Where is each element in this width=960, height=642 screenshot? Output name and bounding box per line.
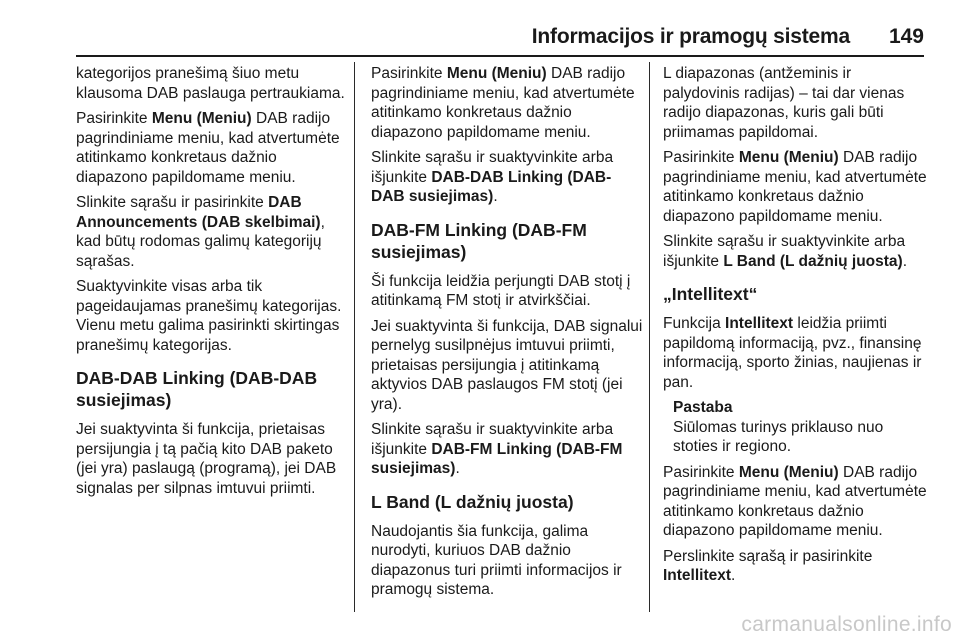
- column-1: [76, 64, 346, 504]
- page-header: [76, 19, 924, 55]
- column-divider-1: [354, 62, 355, 612]
- menu-term: Menu (Meniu): [446, 65, 547, 82]
- section-heading: DAB-FM Linking (DAB-FM susiejimas): [371, 219, 587, 262]
- menu-term: DAB-FM Linking (DAB-FM susiejimas): [371, 440, 623, 477]
- column-divider-2: [649, 62, 650, 612]
- paragraph: kategorijos pranešimą šiuo metu klausoma DAB paslauga pertraukiama.: [76, 65, 345, 102]
- paragraph: L diapazonas (antžeminis ir palydovinis radijas) – tai dar vienas radijo diapazonas, kuris gali būti priimamas papildomai.: [663, 65, 905, 141]
- note-text: Siūlomas turinys priklauso nuo stoties ir regiono.: [673, 418, 884, 455]
- section-heading: L Band (L dažnių juosta): [371, 491, 574, 512]
- menu-term: Menu (Meniu): [738, 463, 839, 481]
- menu-term: Menu (Meniu): [151, 110, 252, 127]
- paragraph: Perslinkite sąrašą ir pasirinkite Intellitext.: [663, 547, 873, 584]
- paragraph: Pasirinkite Menu (Meniu) DAB radijo pagrindiniame meniu, kad atvertumėte atitinkamo konkretaus dažnio diapazono papildomame meniu.: [663, 149, 927, 225]
- page-title: Informacijos ir pramogų sistema: [531, 25, 850, 48]
- menu-term: Intellitext: [725, 315, 794, 332]
- menu-term: Menu (Meniu): [738, 149, 839, 166]
- section-heading: DAB-DAB Linking (DAB-DAB susiejimas): [76, 368, 318, 410]
- paragraph: Funkcija Intellitext leidžia priimti papildomą informaciją, pvz., finansinę informaciją, sporto žinias, naujienas ir pan.: [663, 315, 922, 391]
- paragraph: Pasirinkite Menu (Meniu) DAB radijo pagrindiniame meniu, kad atvertumėte atitinkamo konkretaus dažnio diapazono papildomame meniu.: [663, 463, 927, 539]
- paragraph: Jei suaktyvinta ši funkcija, DAB signalui pernelyg susilpnėjus imtuvui priimti, prietaisas persijungia į atitinkamą aktyvios DAB paslaugos FM stotį (jei yra).: [371, 317, 643, 413]
- paragraph: Slinkite sąrašu ir suaktyvinkite arba išjunkite DAB-DAB Linking (DAB-DAB susiejimas).: [371, 149, 614, 205]
- paragraph: Slinkite sąrašu ir suaktyvinkite arba išjunkite L Band (L dažnių juosta).: [663, 233, 908, 270]
- watermark: carmanualsonline.info: [741, 613, 952, 636]
- header-rule: [76, 55, 924, 57]
- paragraph: Ši funkcija leidžia perjungti DAB stotį į atitinkamą FM stotį ir atvirkščiai.: [371, 272, 631, 309]
- page-number: 149: [888, 25, 924, 48]
- paragraph: Slinkite sąrašu ir suaktyvinkite arba išjunkite DAB-FM Linking (DAB-FM susiejimas).: [371, 421, 623, 477]
- menu-term: L Band (L dažnių juosta): [723, 252, 903, 270]
- note-title: Pastaba: [673, 399, 733, 416]
- paragraph: Pasirinkite Menu (Meniu) DAB radijo pagrindiniame meniu, kad atvertumėte atitinkamo konkretaus dažnio diapazono papildomame meniu.: [371, 65, 635, 141]
- section-heading: „Intellitext“: [663, 284, 758, 304]
- column-3: [663, 64, 931, 592]
- paragraph: Naudojantis šia funkcija, galima nurodyti, kuriuos DAB dažnio diapazonus turi priimti informacijos ir pramogų sistema.: [371, 522, 622, 598]
- paragraph: Pasirinkite Menu (Meniu) DAB radijo pagrindiniame meniu, kad atvertumėte atitinkamo konkretaus dažnio diapazono papildomame meniu.: [76, 110, 340, 186]
- menu-term: DAB-DAB Linking (DAB-DAB susiejimas): [371, 168, 612, 205]
- paragraph: Suaktyvinkite visas arba tik pageidaujamas pranešimų kategorijas. Vienu metu galima pasirinkti skirtingas pranešimų kategorijas.: [76, 278, 342, 354]
- paragraph: Jei suaktyvinta ši funkcija, prietaisas persijungia į tą pačią kito DAB paketo (jei yra) paslaugą (programą), jei DAB signalas per silpnas imtuvui priimti.: [76, 421, 337, 497]
- menu-term: Intellitext: [663, 567, 732, 584]
- note-box: [663, 398, 931, 457]
- column-2: [371, 64, 643, 606]
- menu-term: DAB Announcements (DAB skelbimai): [76, 194, 321, 231]
- paragraph: Slinkite sąrašu ir pasirinkite DAB Announcements (DAB skelbimai), kad būtų rodomas galimų kategorijų sąrašas.: [76, 194, 325, 270]
